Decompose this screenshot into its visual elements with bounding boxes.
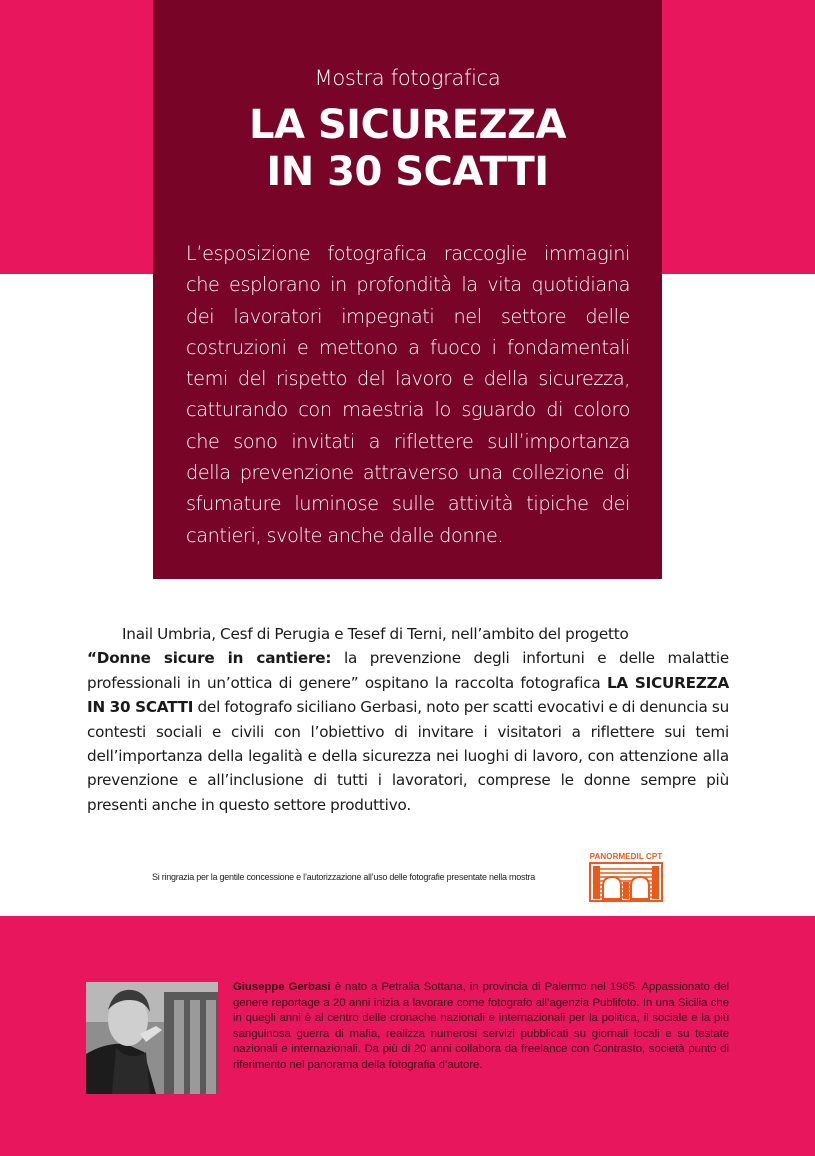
logo-text: PANORMEDIL CPT bbox=[589, 852, 663, 861]
project-name-rest: la prevenzione degli infortuni e delle malattie professionali in un’ottica di genere” bbox=[87, 649, 729, 692]
exhibit-name-bold: LA SICUREZZA IN 30 SCATTI bbox=[87, 673, 729, 717]
photographer-portrait bbox=[86, 982, 218, 1094]
panormedil-logo bbox=[589, 852, 663, 902]
hero-title-line-2: IN 30 SCATTI bbox=[266, 149, 549, 195]
hero-kicker: Mostra fotografica bbox=[314, 66, 501, 90]
intro-paragraph bbox=[87, 622, 729, 817]
hero-description: L’esposizione fotografica raccoglie immagini che esplorano in profondità la vita quotidiana dei lavoratori impegnati nel settore delle costruzioni e mettono a fuoco i fondamentali temi del rispetto del lavoro e della sicurezza, catturando con maestria lo sguardo di coloro che sono invitati a riflettere sull’importanza della prevenzione attraverso una collezione di sfumature luminose sulle attività tipiche dei cantieri, svolte anche dalle donne. bbox=[186, 242, 630, 547]
hero-panel bbox=[153, 0, 662, 579]
credit-note: Si ringrazia per la gentile concessione e l’autorizzazione all’uso delle fotografie presentate nella mostra bbox=[152, 872, 535, 882]
intro-text-a: ospitano la raccolta fotografica bbox=[358, 673, 607, 692]
hero-title bbox=[153, 102, 662, 196]
hero-title-line-1: LA SICUREZZA bbox=[249, 102, 566, 148]
portrait-image-icon bbox=[86, 982, 218, 1094]
intro-text-b: del fotografo siciliano Gerbasi, noto per scatti evocativi e di denuncia su contesti sociali e civili con l’obiettivo di invitare i visitatori a riflettere sui temi dell’importanza della legalità e della sicurezza nei luoghi di lavoro, con attenzione alla prevenzione e all’inclusione di tutti i lavoratori, comprese le donne sempre più presenti anche in questo settore produttivo. bbox=[87, 698, 730, 814]
project-name-bold: “Donne sicure in cantiere: bbox=[87, 649, 332, 668]
bio-name: Giuseppe Gerbasi bbox=[233, 981, 331, 993]
intro-line-1: Inail Umbria, Cesf di Perugia e Tesef di Terni, nell’ambito del progetto bbox=[122, 625, 629, 643]
arches-logo-icon bbox=[589, 862, 663, 902]
bio-text: è nato a Petralia Sottana, in provincia di Palermo nel 1965. Appassionato del genere reportage a 20 anni inizia a lavorare come fotografo all’agenzia Publifoto. In una Sicilia che in quegli anni è al centro delle cronache nazionali e internazionali per la politica, il sociale e la più sanguinosa guerra di mafia, realizza numerosi servizi pubblicati su giornali locali e su testate nazionali e internazionali. Da più di 20 anni collabora da freelance con Contrasto, società punto di riferimento nel panorama della fotografia d’autore. bbox=[233, 981, 729, 1071]
photographer-bio bbox=[233, 980, 729, 1073]
